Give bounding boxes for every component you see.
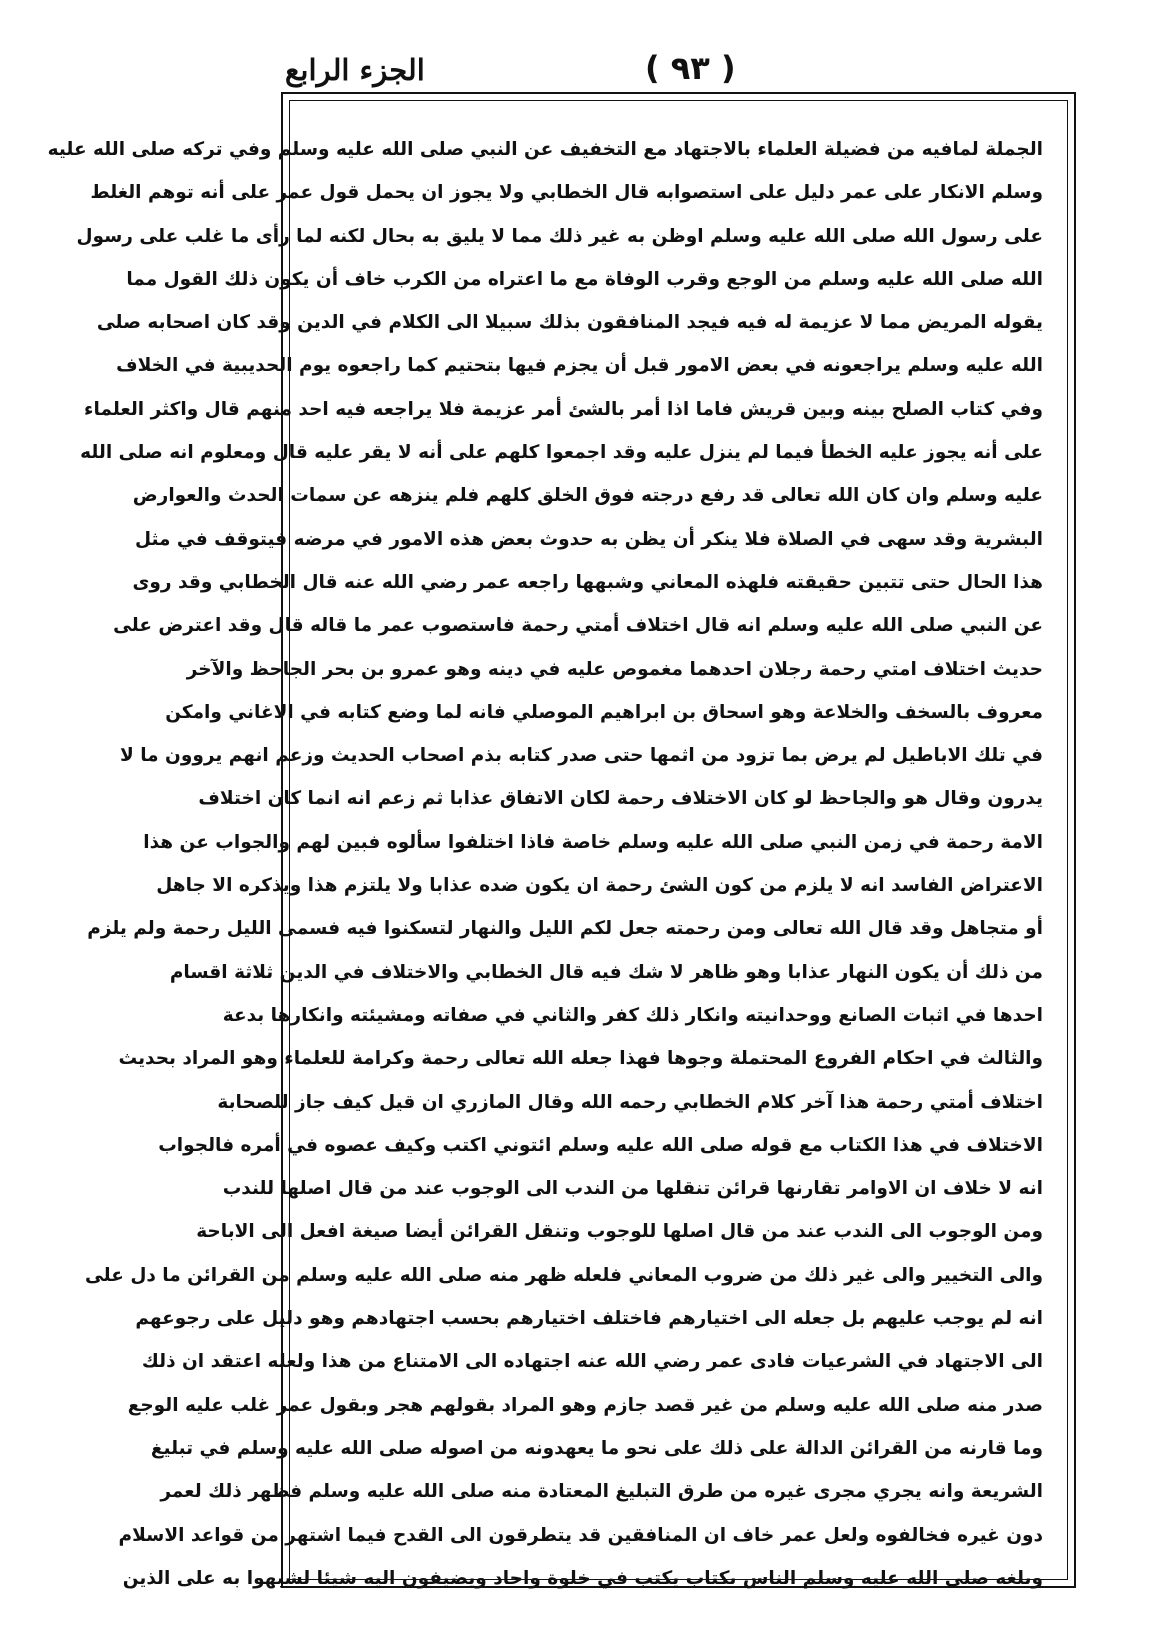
text-line: انه لا خلاف ان الاوامر تقارنها قرائن تنقلها من الندب الى الوجوب عند من قال اصلها للندب [222,1178,1043,1200]
text-line: على رسول الله صلى الله عليه وسلم اوظن به غير ذلك مما لا يليق به بحال لكنه لما رأى ما غلب على رسول [76,225,1043,247]
body-text [47,128,1043,1589]
text-line: يدرون وقال هو والجاحظ لو كان الاختلاف رحمة لكان الاتفاق عذابا ثم زعم انه انما كان اختلاف [198,788,1043,810]
text-line: ومن الوجوب الى الندب عند من قال اصلها للوجوب وتنقل القرائن أيضا صيغة افعل الى الاباحة [196,1221,1043,1243]
text-line: الامة رحمة في زمن النبي صلى الله عليه وسلم خاصة فاذا اختلفوا سألوه فبين لهم والجواب عن هذا [143,831,1043,853]
text-line: الاختلاف في هذا الكتاب مع قوله صلى الله عليه وسلم ائتوني اكتب وكيف عصوه في أمره فالجواب [158,1134,1043,1156]
text-line: على أنه يجوز عليه الخطأ فيما لم ينزل عليه وقد اجمعوا كلهم على أنه لا يقر عليه قال ومعلوم انه صلى الله [80,442,1043,464]
text-line: معروف بالسخف والخلاعة وهو اسحاق بن ابراهيم الموصلي فانه لما وضع كتابه في الاغاني وامكن [165,701,1043,723]
text-line: الجملة لمافيه من فضيلة العلماء بالاجتهاد مع التخفيف عن النبي صلى الله عليه وسلم وفي تركه صلى الله عليه [47,139,1043,160]
text-line: انه لم يوجب عليهم بل جعله الى اختيارهم فاختلف اختيارهم بحسب اجتهادهم وهو دليل على رجوعهم [135,1308,1043,1330]
text-line: الى الاجتهاد في الشرعيات فادى عمر رضي الله عنه اجتهاده الى الامتناع من هذا ولعله اعتقد ان ذلك [141,1351,1043,1373]
text-line: دون غيره فخالفوه ولعل عمر خاف ان المنافقين قد يتطرقون الى القدح فيما اشتهر من قواعد الاسلام [118,1524,1043,1546]
text-line: البشرية وقد سهى في الصلاة فلا ينكر أن يظن به حدوث بعض هذه الامور في مرضه فيتوقف في مثل [134,528,1043,550]
text-line: عليه وسلم وان كان الله تعالى قد رفع درجته فوق الخلق كلهم فلم ينزهه عن سمات الحدث والعوارض [132,485,1043,507]
text-line: الله صلى الله عليه وسلم من الوجع وقرب الوفاة مع ما اعتراه من الكرب خاف أن يكون ذلك القول مما [126,268,1043,290]
page-number: ( ٩٣ ) [645,49,736,87]
text-line: من ذلك أن يكون النهار عذابا وهو ظاهر لا شك فيه قال الخطابي والاختلاف في الدين ثلاثة اقسام [169,961,1043,983]
text-line: الله عليه وسلم يراجعونه في بعض الامور قبل أن يجزم فيها بتحتيم كما راجعوه يوم الحديبية في الخلاف [116,355,1043,377]
text-line: والى التخيير والى غير ذلك من ضروب المعاني فلعله ظهر منه صلى الله عليه وسلم من القرائن ما دل على [84,1264,1043,1286]
text-line: هذا الحال حتى تتبين حقيقته فلهذه المعاني وشبهها راجعه عمر رضي الله عنه قال الخطابي وقد روى [132,571,1043,593]
text-line: الشريعة وانه يجري مجرى غيره من طرق التبليغ المعتادة منه صلى الله عليه وسلم فظهر ذلك لعمر [160,1481,1043,1503]
text-line: وسلم الانكار على عمر دليل على استصوابه قال الخطابي ولا يجوز ان يحمل قول عمر على أنه توهم الغلط [90,182,1043,204]
text-line: في تلك الاباطيل لم يرض بما تزود من اثمها حتى صدر كتابه بذم اصحاب الحديث وزعم انهم يروون ما لا [120,745,1043,767]
text-line: احدها في اثبات الصانع ووحدانيته وانكار ذلك كفر والثاني في صفاته ومشيئته وانكارها بدعة [222,1004,1043,1026]
text-line: والثالث في احكام الفروع المحتملة وجوها فهذا جعله الله تعالى رحمة وكرامة للعلماء وهو المراد بحديث [118,1048,1043,1070]
text-line: اختلاف أمتي رحمة هذا آخر كلام الخطابي رحمه الله وقال المازري ان قيل كيف جاز للصحابة [217,1091,1043,1113]
book-title: الجزء الرابع [285,53,425,87]
text-line: يقوله المريض مما لا عزيمة له فيه فيجد المنافقون بذلك سبيلا الى الكلام في الدين وقد كان اصحابه صلى [96,312,1043,334]
text-line: صدر منه صلى الله عليه وسلم من غير قصد جازم وهو المراد بقولهم هجر وبقول عمر غلب عليه الوجع [127,1394,1043,1416]
text-line: وفي كتاب الصلح بينه وبين قريش فاما اذا أمر بالشئ أمر عزيمة فلا يراجعه فيه احد منهم قال واكثر العلماء [84,398,1043,420]
text-line: عن النبي صلى الله عليه وسلم انه قال اختلاف أمتي رحمة فاستصوب عمر ما قاله قال وقد اعترض على [113,615,1043,637]
page-header [285,38,1080,98]
text-line: حديث اختلاف امتي رحمة رجلان احدهما مغموص عليه في دينه وهو عمرو بن بحر الجاحظ والآخر [186,658,1043,680]
text-line: أو متجاهل وقد قال الله تعالى ومن رحمته جعل لكم الليل والنهار لتسكنوا فيه فسمى الليل رحمة ولم يلزم [87,918,1043,940]
text-line: وما قارنه من القرائن الدالة على ذلك على نحو ما يعهدونه من اصوله صلى الله عليه وسلم في تبليغ [150,1437,1043,1459]
text-line: وبلغه صلى الله عليه وسلم الناس بكتاب يكتب في خلوة واحاد ويضيفون اليه شيئا لشبهوا به على الذين [122,1567,1043,1589]
text-line: الاعتراض الفاسد انه لا يلزم من كون الشئ رحمة ان يكون ضده عذابا ولا يلتزم هذا ويذكره الا جاهل [156,875,1043,897]
